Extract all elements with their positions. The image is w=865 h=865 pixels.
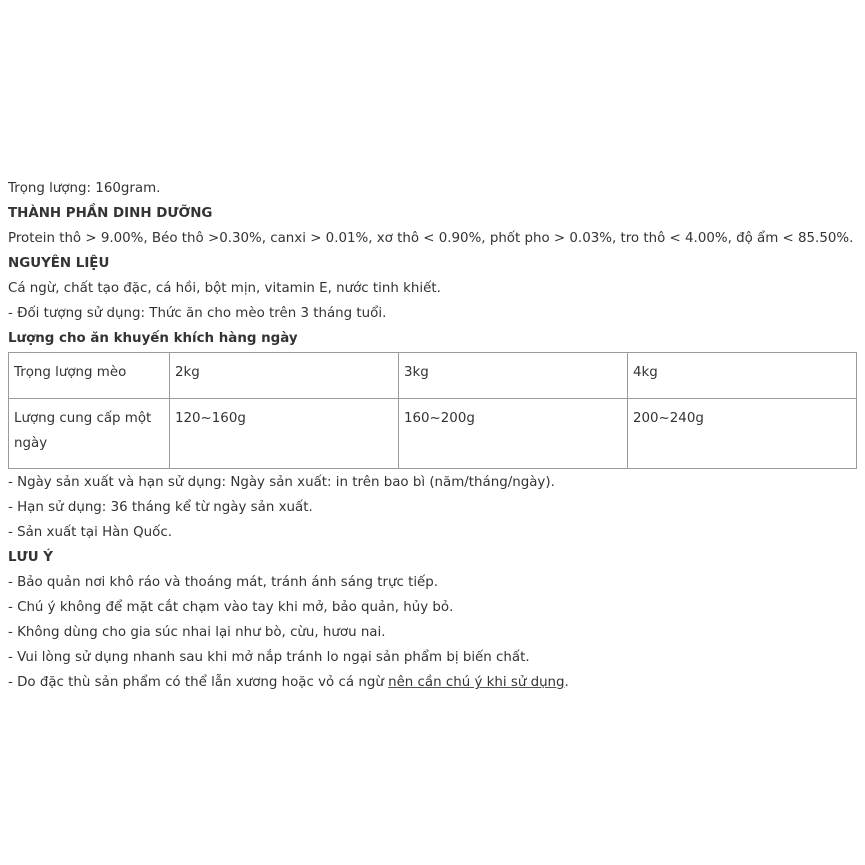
note-item: - Vui lòng sử dụng nhanh sau khi mở nắp tránh lo ngại sản phẩm bị biến chất. xyxy=(8,650,530,665)
note-text-end: . xyxy=(564,675,569,690)
note-item-last xyxy=(8,670,858,695)
table-cell: 200~240g xyxy=(628,399,857,469)
table-cell: 3kg xyxy=(399,353,628,399)
product-description xyxy=(8,176,858,695)
table-cell: 4kg xyxy=(628,353,857,399)
feeding-table xyxy=(8,352,857,469)
table-cell: Trọng lượng mèo xyxy=(9,353,170,399)
table-row xyxy=(9,399,857,469)
table-cell: Lượng cung cấp một ngày xyxy=(9,399,170,469)
feeding-heading: Lượng cho ăn khuyến khích hàng ngày xyxy=(8,331,298,346)
note-text: - Do đặc thù sản phẩm có thể lẫn xương hoặc vỏ cá ngừ xyxy=(8,675,389,690)
weight-line: Trọng lượng: 160gram. xyxy=(8,181,161,196)
table-cell: 160~200g xyxy=(399,399,628,469)
table-cell: 2kg xyxy=(170,353,399,399)
note-underlined-text: nên cần chú ý khi sử dụng xyxy=(388,675,565,690)
expiry-line: - Hạn sử dụng: 36 tháng kể từ ngày sản xuất. xyxy=(8,500,313,515)
note-item: - Không dùng cho gia súc nhai lại như bò, cừu, hươu nai. xyxy=(8,625,386,640)
ingredients-text: Cá ngừ, chất tạo đặc, cá hồi, bột mịn, vitamin E, nước tinh khiết. xyxy=(8,281,441,296)
table-cell: 120~160g xyxy=(170,399,399,469)
target-audience-line: - Đối tượng sử dụng: Thức ăn cho mèo trên 3 tháng tuổi. xyxy=(8,306,387,321)
table-row xyxy=(9,353,857,399)
nutrition-text: Protein thô > 9.00%, Béo thô >0.30%, canxi > 0.01%, xơ thô < 0.90%, phốt pho > 0.03%, tro thô < 4.00%, độ ẩm < 85.50%. xyxy=(8,231,854,246)
notes-heading: LƯU Ý xyxy=(8,550,53,565)
nutrition-heading: THÀNH PHẦN DINH DƯỠNG xyxy=(8,206,213,221)
production-date-line: - Ngày sản xuất và hạn sử dụng: Ngày sản xuất: in trên bao bì (năm/tháng/ngày). xyxy=(8,475,555,490)
note-item: - Bảo quản nơi khô ráo và thoáng mát, tránh ánh sáng trực tiếp. xyxy=(8,575,439,590)
ingredients-heading: NGUYÊN LIỆU xyxy=(8,256,110,271)
note-item: - Chú ý không để mặt cắt chạm vào tay khi mở, bảo quản, hủy bỏ. xyxy=(8,600,454,615)
origin-line: - Sản xuất tại Hàn Quốc. xyxy=(8,525,172,540)
